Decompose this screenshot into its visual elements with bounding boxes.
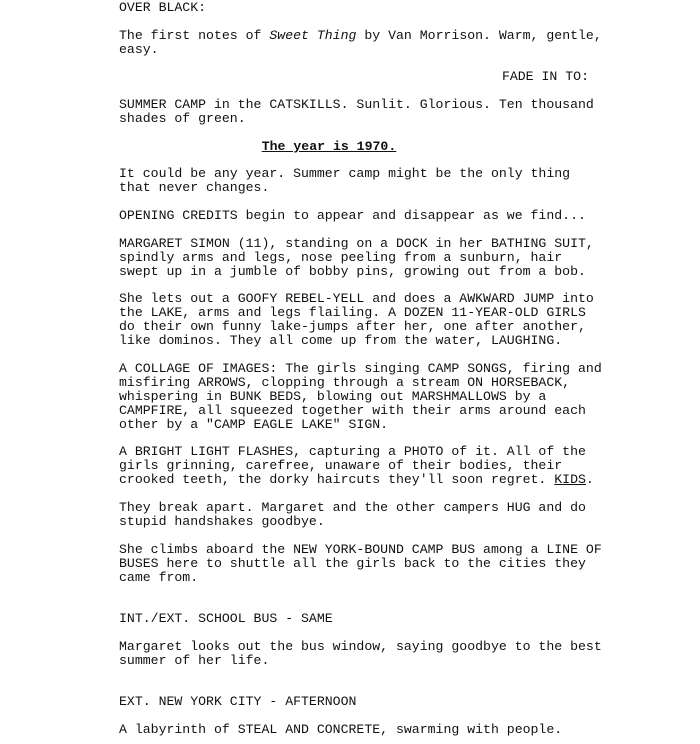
action-line: stupid handshakes goodbye.: [119, 514, 325, 529]
scene-heading: INT./EXT. SCHOOL BUS - SAME: [119, 611, 333, 626]
action-line: came from.: [119, 570, 199, 585]
action-line: It could be any year. Summer camp might be the only thing: [119, 166, 571, 181]
action-line: summer of her life.: [119, 653, 270, 668]
action-line: easy.: [119, 42, 159, 57]
song-title: Sweet Thing: [269, 28, 357, 43]
action-line: [119, 29, 602, 43]
action-line: do their own funny lake-jumps after her, one after another,: [119, 319, 586, 334]
action-line: girls grinning, carefree, unaware of their bodies, their: [119, 458, 563, 473]
action-line: Margaret looks out the bus window, saying goodbye to the best: [119, 639, 602, 654]
year-heading: The year is 1970.: [261, 139, 397, 154]
action-text: The first notes of: [119, 28, 270, 43]
action-line: misfiring ARROWS, clopping through a stream ON HORSEBACK,: [119, 375, 571, 390]
action-line: SUMMER CAMP in the CATSKILLS. Sunlit. Glorious. Ten thousand: [119, 97, 594, 112]
emphasis-kids: KIDS: [554, 472, 586, 487]
action-line: that never changes.: [119, 180, 270, 195]
action-line: whispering in BUNK BEDS, blowing out MARSHMALLOWS by a: [119, 389, 547, 404]
transition-over-black: OVER BLACK:: [119, 0, 207, 15]
action-line: A COLLAGE OF IMAGES: The girls singing CAMP SONGS, firing and: [119, 361, 602, 376]
action-line: swept up in a jumble of bobby pins, growing out from a bob.: [119, 264, 586, 279]
action-line: A BRIGHT LIGHT FLASHES, capturing a PHOTO of it. All of the: [119, 444, 586, 459]
action-line: BUSES here to shuttle all the girls back to the cities they: [119, 556, 586, 571]
transition-fade-in: FADE IN TO:: [501, 69, 589, 84]
screenplay-page: [119, 0, 619, 744]
action-line: CAMPFIRE, all squeezed together with their arms around each: [119, 403, 586, 418]
scene-heading: EXT. NEW YORK CITY - AFTERNOON: [119, 694, 357, 709]
action-line: other by a "CAMP EAGLE LAKE" SIGN.: [119, 417, 389, 432]
action-line: MARGARET SIMON (11), standing on a DOCK in her BATHING SUIT,: [119, 236, 594, 251]
action-line: the LAKE, arms and legs flailing. A DOZEN 11-YEAR-OLD GIRLS: [119, 305, 586, 320]
action-line: She lets out a GOOFY REBEL-YELL and does a AWKWARD JUMP into: [119, 291, 594, 306]
action-text: by Van Morrison. Warm, gentle,: [356, 28, 602, 43]
action-line: They break apart. Margaret and the other campers HUG and do: [119, 500, 586, 515]
action-text: crooked teeth, the dorky haircuts they'll soon regret.: [119, 472, 555, 487]
action-line: A labyrinth of STEAL AND CONCRETE, swarming with people.: [119, 722, 563, 737]
action-line: spindly arms and legs, nose peeling from a sunburn, hair: [119, 250, 563, 265]
action-line: shades of green.: [119, 111, 246, 126]
action-line: [119, 473, 594, 487]
action-line: like dominos. They all come up from the water, LAUGHING.: [119, 333, 563, 348]
action-line: She climbs aboard the NEW YORK-BOUND CAMP BUS among a LINE OF: [119, 542, 602, 557]
action-line: OPENING CREDITS begin to appear and disappear as we find...: [119, 208, 586, 223]
action-text: .: [585, 472, 594, 487]
